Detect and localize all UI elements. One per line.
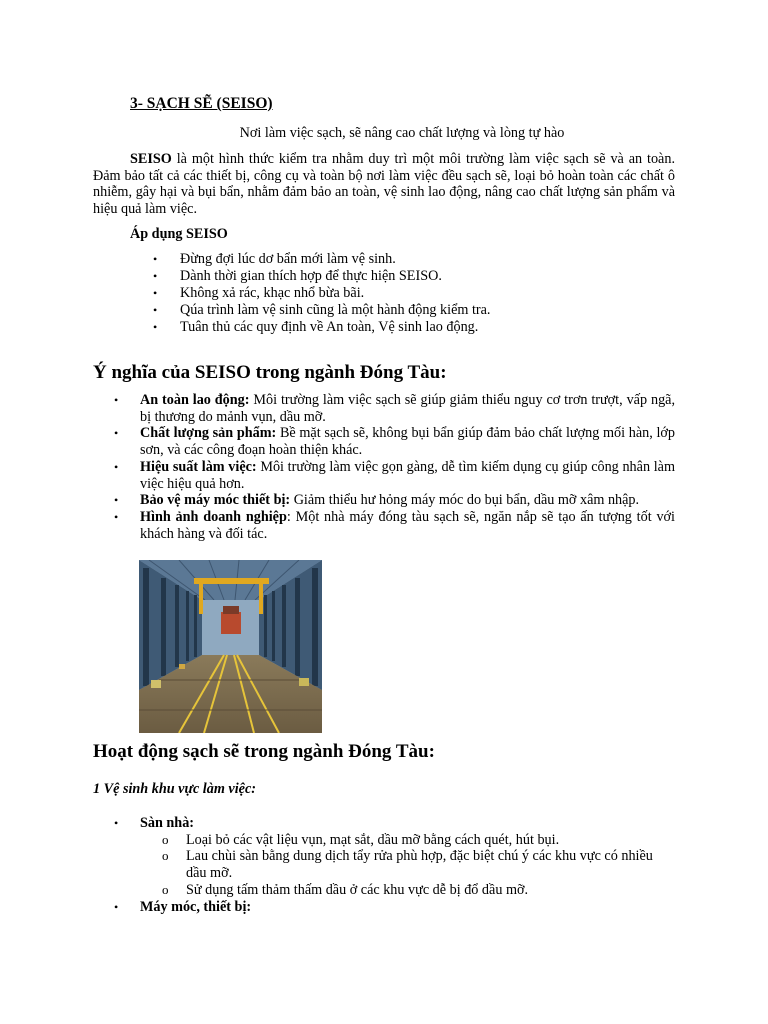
sub-list-item — [93, 832, 675, 849]
sub-list-item — [93, 848, 675, 881]
apply-list — [93, 251, 675, 335]
shipyard-workshop-photo — [139, 560, 322, 733]
list-item — [93, 302, 675, 319]
bullet-icon: • — [153, 302, 158, 317]
bullet-icon: • — [114, 509, 119, 524]
apply-title: Áp dụng SEISO — [130, 226, 228, 242]
intro-paragraph — [93, 151, 675, 218]
section-subtitle: Nơi làm việc sạch, sẽ nâng cao chất lượng và lòng tự hào — [239, 125, 565, 141]
meaning-list — [93, 392, 675, 542]
sub-list-item — [93, 882, 675, 899]
item-label: Bảo vệ máy móc thiết bị: — [140, 492, 291, 509]
list-item — [93, 251, 675, 268]
meaning-heading: Ý nghĩa của SEISO trong ngành Đóng Tàu: — [93, 362, 447, 383]
bullet-icon: • — [153, 252, 158, 266]
list-item-text: Tuân thủ các quy định về An toàn, Vệ sinh lao động. — [180, 318, 479, 335]
intro-term: SEISO — [130, 151, 172, 167]
circle-bullet-icon: o — [162, 848, 169, 864]
list-item-text: Không xả rác, khạc nhổ bừa bãi. — [180, 284, 365, 301]
workshop-illustration — [139, 560, 322, 733]
list-item — [93, 319, 675, 336]
section-title: 3- SẠCH SẼ (SEISO) — [130, 95, 273, 112]
item-text: Môi trường làm việc gọn gàng, dễ tìm kiếm dụng cụ giúp công nhân làm việc hiệu quả hơn. — [140, 458, 675, 492]
list-item — [93, 815, 675, 899]
bullet-icon: • — [114, 459, 119, 474]
circle-bullet-icon: o — [162, 831, 169, 847]
item-text: : Một nhà máy đóng tàu sạch sẽ, ngăn nắp sẽ tạo ấn tượng tốt với khách hàng và đối tác. — [140, 508, 675, 542]
bullet-icon: • — [114, 493, 119, 508]
list-item — [93, 392, 675, 425]
item-text: Bề mặt sạch sẽ, không bụi bẩn giúp đảm bảo chất lượng mối hàn, lớp sơn, và các công đoạn hoàn thiện khác. — [140, 425, 675, 459]
item-label: Hiệu suất làm việc: — [140, 458, 257, 475]
list-item — [93, 285, 675, 302]
item-label: Máy móc, thiết bị: — [140, 898, 252, 915]
list-item — [93, 459, 675, 492]
item-label: Chất lượng sản phẩm: — [140, 425, 277, 442]
sub-list — [140, 832, 675, 899]
list-item-text: Đừng đợi lúc dơ bẩn mới làm vệ sinh. — [180, 251, 396, 267]
list-item — [93, 509, 675, 542]
bullet-icon: • — [153, 268, 158, 283]
bullet-icon: • — [114, 426, 119, 441]
list-item — [93, 268, 675, 285]
sub-item-text: Loại bỏ các vật liệu vụn, mạt sắt, dầu mỡ bằng cách quét, hút bụi. — [186, 831, 560, 848]
list-item — [93, 425, 675, 458]
list-item-text: Qúa trình làm vệ sinh cũng là một hành động kiểm tra. — [180, 301, 491, 318]
bullet-icon: • — [114, 899, 119, 914]
intro-text: là một hình thức kiểm tra nhằm duy trì một môi trường làm việc sạch sẽ và an toàn. Đảm bảo tất cả các thiết bị, công cụ và toàn bộ nơi làm việc đều sạch sẽ, loại bỏ hoàn toàn các chất ô nhiễm, gây hại và bụi bẩn, nhằm đảm bảo an toàn, vệ sinh lao động, nâng cao chất lượng sản phẩm và hiệu quả làm việc. — [93, 151, 675, 218]
bullet-icon: • — [114, 393, 119, 407]
list-item-text: Dành thời gian thích hợp để thực hiện SEISO. — [180, 267, 442, 284]
circle-bullet-icon: o — [162, 881, 169, 897]
list-item — [93, 899, 675, 916]
sub-item-text: Lau chùi sàn bằng dung dịch tẩy rửa phù hợp, đặc biệt chú ý các khu vực có nhiều dầu mỡ. — [186, 848, 653, 882]
item-label: An toàn lao động: — [140, 392, 250, 408]
item-text: Môi trường làm việc sạch sẽ giúp giảm thiểu nguy cơ trơn trượt, vấp ngã, bị thương do mảnh vụn, dầu mỡ. — [140, 392, 676, 425]
item-label: Sàn nhà: — [140, 815, 195, 831]
bullet-icon: • — [153, 285, 158, 300]
list-item — [93, 492, 675, 509]
bullet-icon: • — [114, 816, 119, 830]
bullet-icon: • — [153, 319, 158, 334]
item-label: Hình ảnh doanh nghiệp — [140, 508, 287, 525]
activity-heading: Hoạt động sạch sẽ trong ngành Đóng Tàu: — [93, 741, 435, 762]
activity-subheading: 1 Vệ sinh khu vực làm việc: — [93, 781, 256, 797]
activity-list — [93, 815, 675, 915]
sub-item-text: Sử dụng tấm thảm thấm dầu ở các khu vực dễ bị đổ dầu mỡ. — [186, 881, 529, 898]
item-text: Giảm thiểu hư hỏng máy móc do bụi bẩn, dầu mỡ xâm nhập. — [290, 492, 640, 509]
